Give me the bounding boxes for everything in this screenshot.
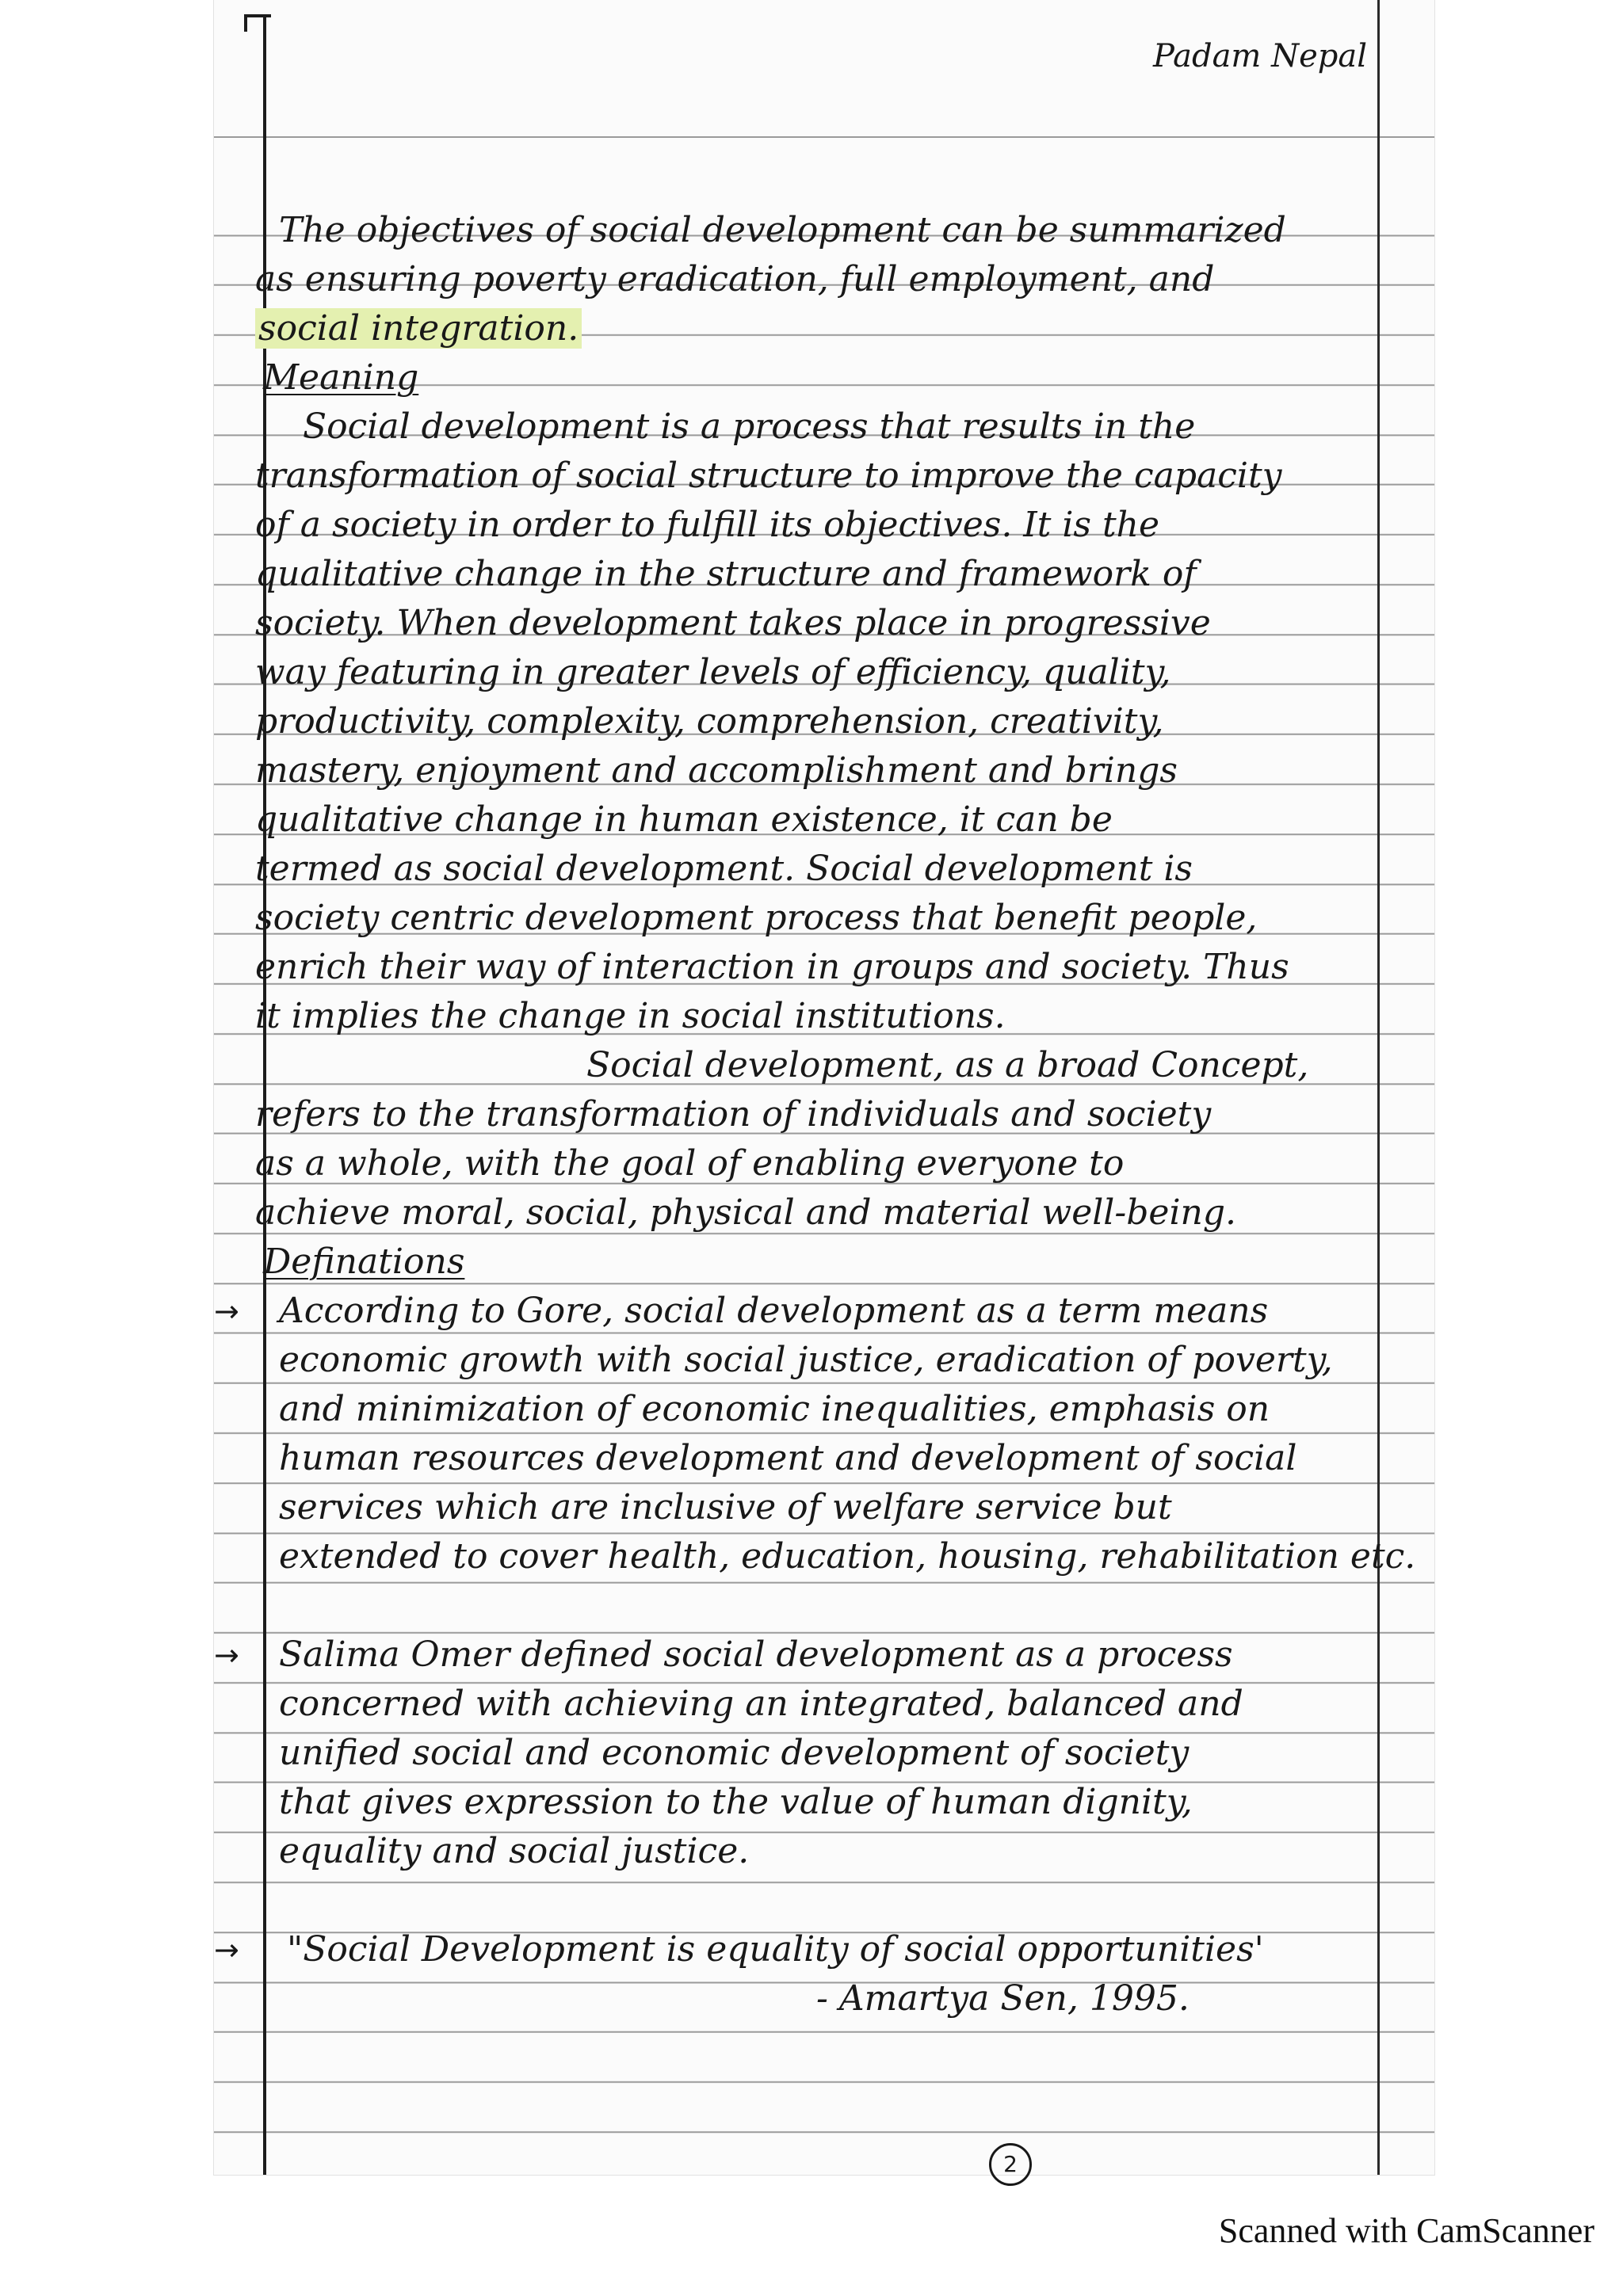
arrow-icon: → [214,1638,239,1672]
salima-line: unified social and economic development of society [279,1733,1190,1773]
meaning-line: society centric development process that benefit people, [255,898,1258,938]
meaning-line: qualitative change in human existence, it can be [255,799,1113,840]
meaning-line: Social development, as a broad Concept, [586,1045,1309,1085]
page-number: 2 [989,2143,1032,2186]
notebook-page [214,0,1434,2175]
gore-line: According to Gore, social development as a term means [279,1291,1269,1331]
gore-line: human resources development and development of social [279,1438,1297,1478]
margin-corner [244,14,271,32]
meaning-line: as a whole, with the goal of enabling everyone to [255,1143,1125,1184]
meaning-line: way featuring in greater levels of efficiency, quality, [255,652,1171,692]
intro-line [255,304,582,353]
definitions-heading: Definations [263,1241,465,1282]
gore-line: and minimization of economic inequalities, emphasis on [279,1389,1270,1429]
right-edge-line [1377,0,1380,2175]
meaning-line: productivity, complexity, comprehension, creativity, [255,701,1164,742]
salima-line: that gives expression to the value of human dignity, [279,1782,1193,1822]
sen-attribution: - Amartya Sen, 1995. [816,1978,1190,2019]
meaning-heading: Meaning [263,357,419,398]
gore-line: services which are inclusive of welfare service but [279,1487,1172,1527]
scanner-watermark: Scanned with CamScanner [1218,2211,1594,2250]
meaning-line: Social development is a process that results in the [303,406,1196,447]
arrow-icon: → [214,1932,239,1967]
meaning-line: of a society in order to fulfill its objectives. It is the [255,505,1160,545]
highlighted-text: social integration. [255,308,582,349]
gore-line: extended to cover health, education, housing, rehabilitation etc. [279,1536,1416,1577]
meaning-line: refers to the transformation of individuals and society [255,1094,1212,1135]
header-rule [214,136,1434,138]
meaning-line: it implies the change in social institutions. [255,996,1006,1036]
meaning-line: termed as social development. Social development is [255,849,1193,889]
meaning-line: mastery, enjoyment and accomplishment and brings [255,750,1178,791]
sen-quote: "Social Development is equality of social opportunities' [287,1929,1264,1970]
meaning-line: transformation of social structure to improve the capacity [255,456,1282,496]
meaning-line: enrich their way of interaction in groups and society. Thus [255,947,1289,987]
salima-line: concerned with achieving an integrated, balanced and [279,1684,1243,1724]
author-name: Padam Nepal [1153,38,1367,74]
gore-line: economic growth with social justice, eradication of poverty, [279,1340,1333,1380]
meaning-line: qualitative change in the structure and framework of [255,554,1197,594]
meaning-line: achieve moral, social, physical and material well-being. [255,1192,1237,1233]
meaning-line: society. When development takes place in progressive [255,603,1211,643]
intro-line: The objectives of social development can be summarized [279,210,1286,250]
arrow-icon: → [214,1294,239,1329]
page-header-area [214,0,1434,198]
salima-line: equality and social justice. [279,1831,750,1871]
salima-line: Salima Omer defined social development as a process [279,1634,1233,1675]
intro-line: as ensuring poverty eradication, full employment, and [255,259,1215,299]
